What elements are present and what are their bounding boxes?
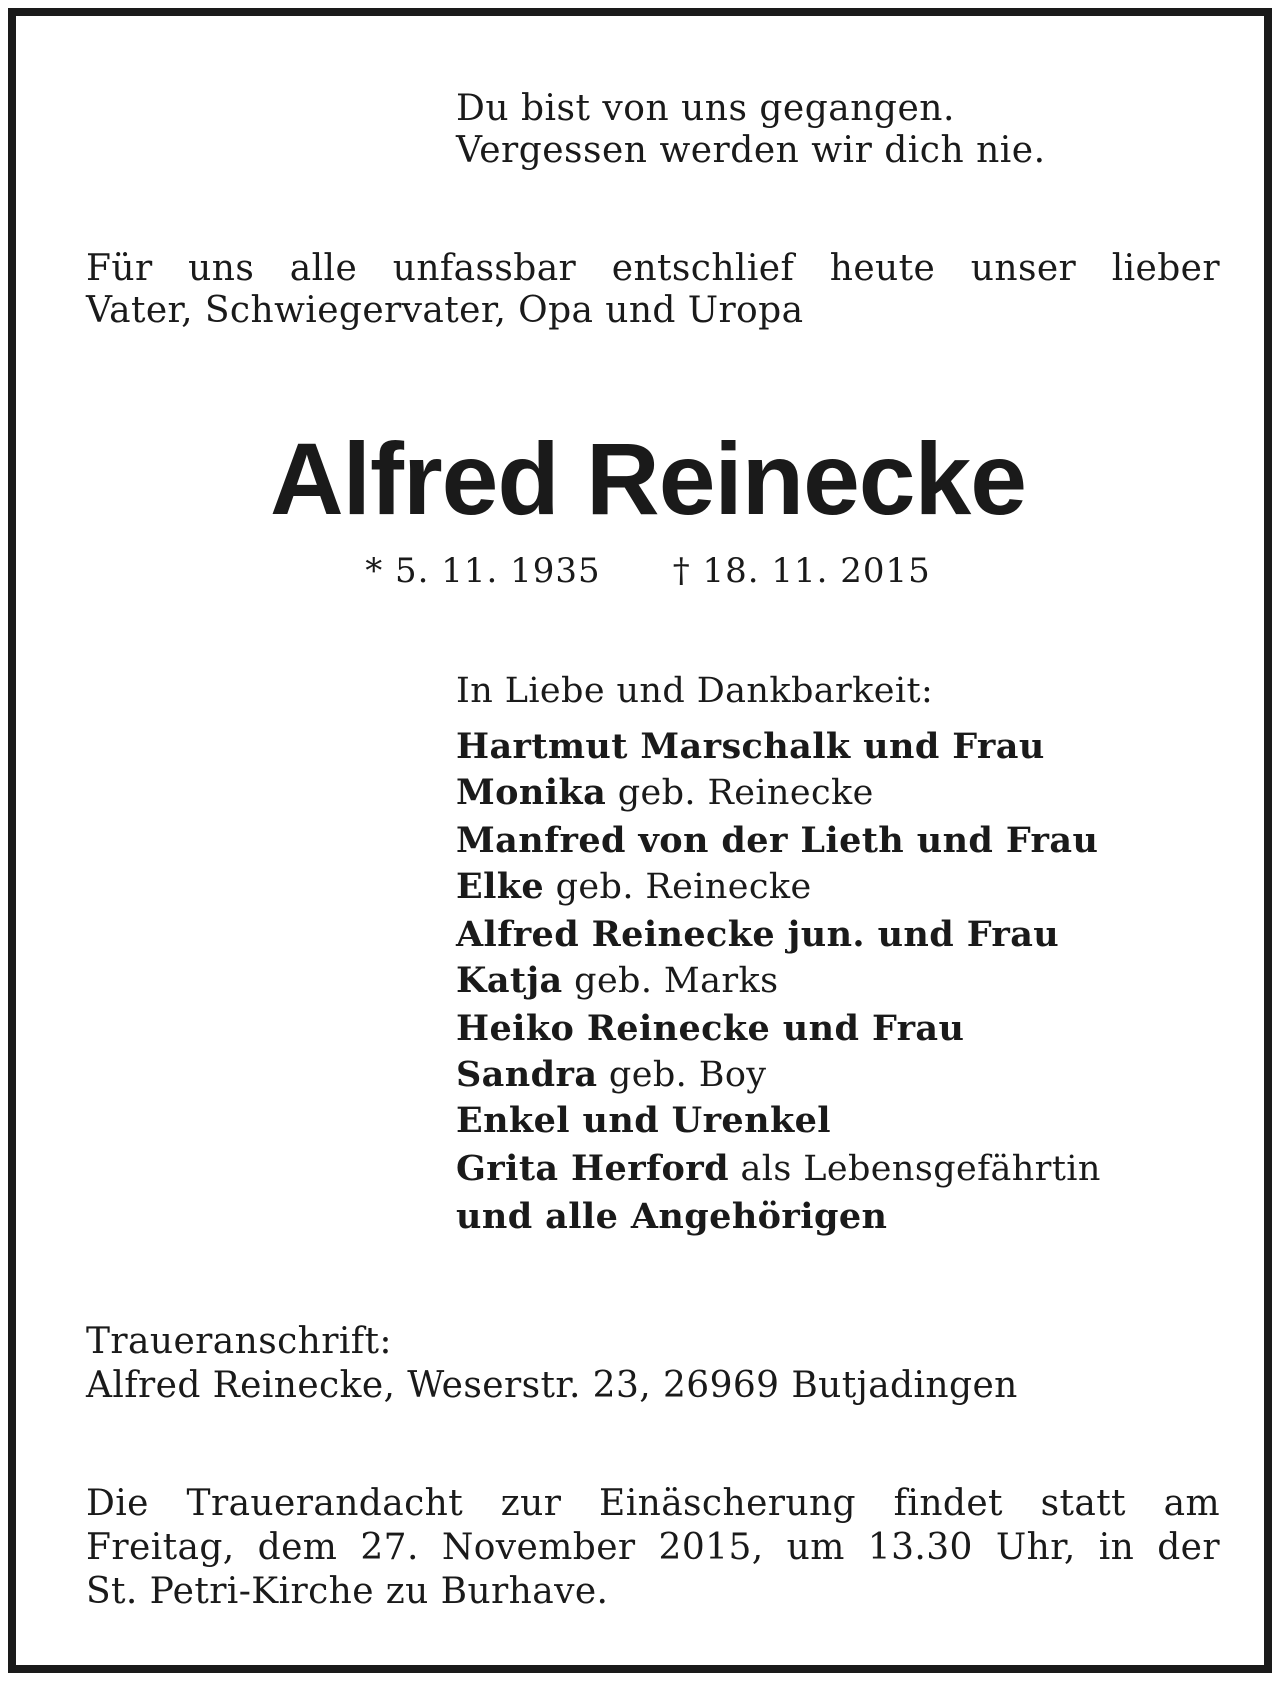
mourners-heading: In Liebe und Dankbarkeit: (456, 671, 934, 711)
mourner-row (456, 1146, 1101, 1192)
mourner-note: geb. Marks (562, 961, 779, 1001)
death-date: † 18. 11. 2015 (672, 551, 931, 591)
intro-line-1: Für uns alle unfassbar entschlief heute unser lieber (86, 248, 1220, 289)
deceased-name: Alfred Reinecke (270, 422, 1026, 536)
mourner-row (456, 818, 1101, 864)
service-line-1: Die Trauerandacht zur Einäscherung findet statt am (86, 1483, 1220, 1524)
mourner-name: Katja (456, 960, 563, 1001)
mourner-name: Hartmut Marschalk und Frau (456, 726, 1045, 767)
mourner-row (456, 1052, 1101, 1098)
service-line-2: Freitag, dem 27. November 2015, um 13.30 Uhr, in der (86, 1527, 1220, 1568)
mourner-row (456, 770, 1101, 816)
mourner-row (456, 1006, 1101, 1052)
address-label: Traueranschrift: (86, 1321, 392, 1362)
service-line-3: St. Petri-Kirche zu Burhave. (86, 1571, 609, 1612)
intro-text (86, 248, 1220, 332)
life-dates (16, 550, 1280, 592)
mourner-row (456, 864, 1101, 910)
mourner-name: Grita Herford (456, 1148, 729, 1189)
mourner-name: und alle Angehörigen (456, 1196, 888, 1237)
mourner-name: Monika (456, 772, 607, 813)
mourner-row (456, 958, 1101, 1004)
mourner-note: geb. Boy (597, 1055, 767, 1095)
birth-date: * 5. 11. 1935 (365, 551, 601, 591)
address-value: Alfred Reinecke, Weserstr. 23, 26969 Butjadingen (86, 1365, 1018, 1406)
mourner-name: Alfred Reinecke jun. und Frau (456, 914, 1060, 955)
service-notice (86, 1482, 1220, 1614)
motto (456, 88, 1046, 172)
mourner-name: Manfred von der Lieth und Frau (456, 820, 1099, 861)
mourner-name: Elke (456, 866, 545, 907)
mourner-note: als Lebensgefährtin (728, 1149, 1101, 1189)
mourning-address (86, 1320, 1018, 1408)
mourner-row (456, 724, 1101, 770)
mourner-row (456, 1194, 1101, 1240)
mourner-row (456, 1098, 1101, 1144)
motto-line-1: Du bist von uns gegangen. (456, 88, 955, 129)
mourner-note: geb. Reinecke (606, 773, 874, 813)
mourner-note: geb. Reinecke (544, 867, 812, 907)
mourner-name: Heiko Reinecke und Frau (456, 1008, 965, 1049)
obituary-frame (8, 8, 1272, 1673)
motto-line-2: Vergessen werden wir dich nie. (456, 130, 1046, 171)
mourner-name: Enkel und Urenkel (456, 1100, 831, 1141)
mourner-name: Sandra (456, 1054, 598, 1095)
intro-line-2: Vater, Schwiegervater, Opa und Uropa (86, 290, 804, 331)
mourner-row (456, 912, 1101, 958)
mourners-block (456, 668, 1101, 1240)
